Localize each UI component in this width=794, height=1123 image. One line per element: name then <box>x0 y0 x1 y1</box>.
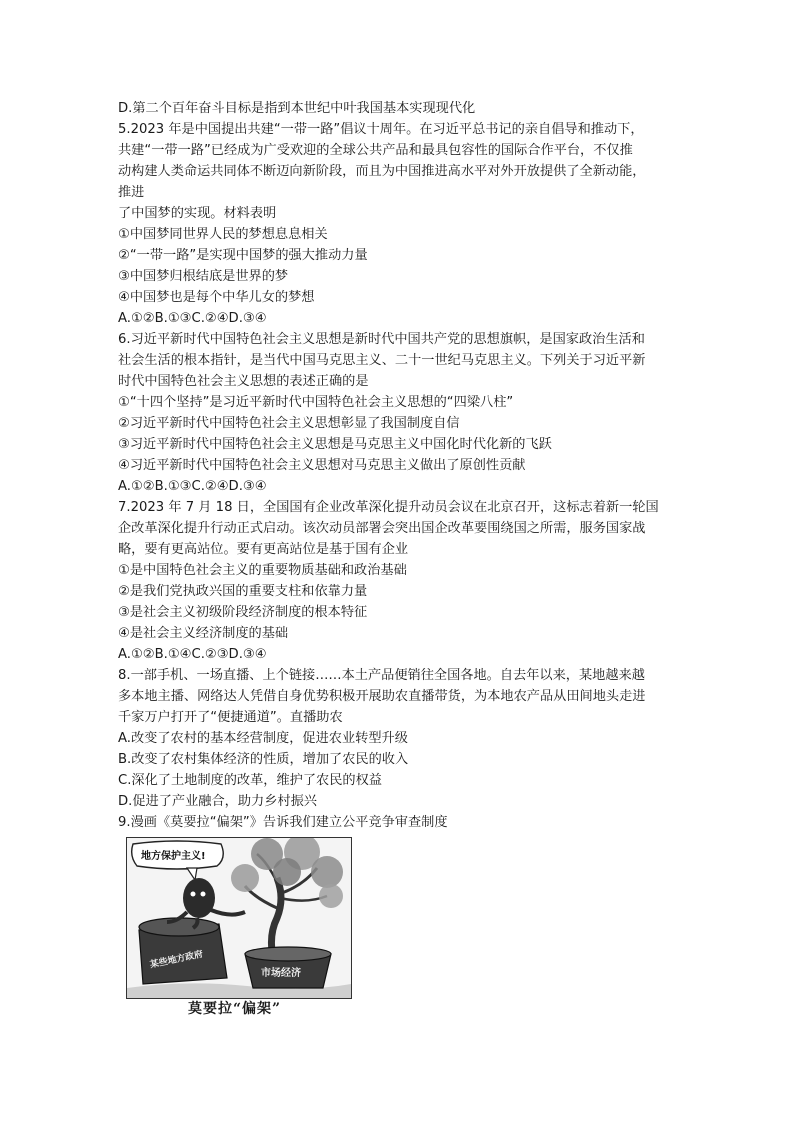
q8-stem-line: 8.一部手机、一场直播、上个链接……本土产品便销往全国各地。自去年以来，某地越来越 <box>118 668 645 683</box>
q6-stem-line: 6.习近平新时代中国特色社会主义思想是新时代中国共产党的思想旗帜，是国家政治生活和 <box>118 332 645 347</box>
q8-option-a: A.改变了农村的基本经营制度，促进农业转型升级 <box>118 731 408 746</box>
q5-stem-line: 了中国梦的实现。材料表明 <box>118 206 277 221</box>
q5-choices: A.①②B.①③C.②④D.③④ <box>118 311 267 326</box>
q7-stem-line: 企改革深化提升行动正式启动。该次动员部署会突出国企改革要围绕国之所需，服务国家战 <box>118 521 646 536</box>
cartoon-figure <box>118 837 350 1019</box>
q8-stem-line: 千家万户打开了“便捷通道”。直播助农 <box>118 710 343 725</box>
question-8 <box>118 665 698 812</box>
question-5 <box>118 119 698 329</box>
q8-option-c: C.深化了土地制度的改革，维护了农民的权益 <box>118 773 382 788</box>
question-9 <box>118 812 698 1019</box>
q7-item-3: ③是社会主义初级阶段经济制度的根本特征 <box>118 605 368 620</box>
q8-stem-line: 多本地主播、网络达人凭借自身优势积极开展助农直播带货，为本地农产品从田间地头走进 <box>118 689 646 704</box>
bubble-text: 地方保护主义! <box>141 851 206 862</box>
q4-option-d: D.第二个百年奋斗目标是指到本世纪中叶我国基本实现现代化 <box>118 101 476 116</box>
q7-item-2: ②是我们党执政兴国的重要支柱和依靠力量 <box>118 584 368 599</box>
q6-item-4: ④习近平新时代中国特色社会主义思想对马克思主义做出了原创性贡献 <box>118 458 526 473</box>
q6-stem-line: 时代中国特色社会主义思想的表述正确的是 <box>118 374 369 389</box>
q5-stem-line: 动构建人类命运共同体不断迈向新阶段，而且为中国推进高水平对外开放提供了全新动能， <box>118 164 646 179</box>
q8-option-d: D.促进了产业融合，助力乡村振兴 <box>118 794 317 809</box>
q6-item-3: ③习近平新时代中国特色社会主义思想是马克思主义中国化时代化新的飞跃 <box>118 437 552 452</box>
cartoon-caption: 莫要拉“偏架” <box>188 1001 282 1017</box>
q6-stem-line: 社会生活的根本指针，是当代中国马克思主义、二十一世纪马克思主义。下列关于习近平新 <box>118 353 646 368</box>
drum-label: 某些地方政府 <box>149 949 205 971</box>
q5-stem-line: 共建“一带一路”已经成为广受欢迎的全球公共产品和最具包容性的国际合作平台，不仅推 <box>118 143 633 158</box>
q6-item-1: ①“十四个坚持”是习近平新时代中国特色社会主义思想的“四梁八柱” <box>118 395 514 410</box>
cartoon-image <box>126 837 352 999</box>
pot-figure <box>245 947 331 988</box>
q6-item-2: ②习近平新时代中国特色社会主义思想彰显了我国制度自信 <box>118 416 460 431</box>
q8-option-b: B.改变了农村集体经济的性质，增加了农民的收入 <box>118 752 409 767</box>
q7-item-4: ④是社会主义经济制度的基础 <box>118 626 289 641</box>
q9-stem: 9.漫画《莫要拉“偏架”》告诉我们建立公平竞争审查制度 <box>118 815 448 830</box>
q7-stem-line: 7.2023 年 7 月 18 日，全国国有企业改革深化提升动员会议在北京召开，这标志着新一轮国 <box>118 500 659 515</box>
drum-figure <box>139 918 227 984</box>
question-6 <box>118 329 698 497</box>
q7-item-1: ①是中国特色社会主义的重要物质基础和政治基础 <box>118 563 407 578</box>
q5-stem-line: 推进 <box>118 185 145 200</box>
q5-item-4: ④中国梦也是每个中华儿女的梦想 <box>118 290 315 305</box>
q5-item-2: ②“一带一路”是实现中国梦的强大推动力量 <box>118 248 368 263</box>
pot-label: 市场经济 <box>261 968 301 979</box>
question-7 <box>118 497 698 665</box>
q5-stem-line: 5.2023 年是中国提出共建“一带一路”倡议十周年。在习近平总书记的亲自倡导和推动下， <box>118 122 644 137</box>
q7-stem-line: 略，要有更高站位。要有更高站位是基于国有企业 <box>118 542 409 557</box>
q5-item-1: ①中国梦同世界人民的梦想息息相关 <box>118 227 328 242</box>
question-content <box>118 98 698 1019</box>
q7-choices: A.①②B.①④C.②③D.③④ <box>118 647 267 662</box>
q5-item-3: ③中国梦归根结底是世界的梦 <box>118 269 289 284</box>
q6-choices: A.①②B.①③C.②④D.③④ <box>118 479 267 494</box>
